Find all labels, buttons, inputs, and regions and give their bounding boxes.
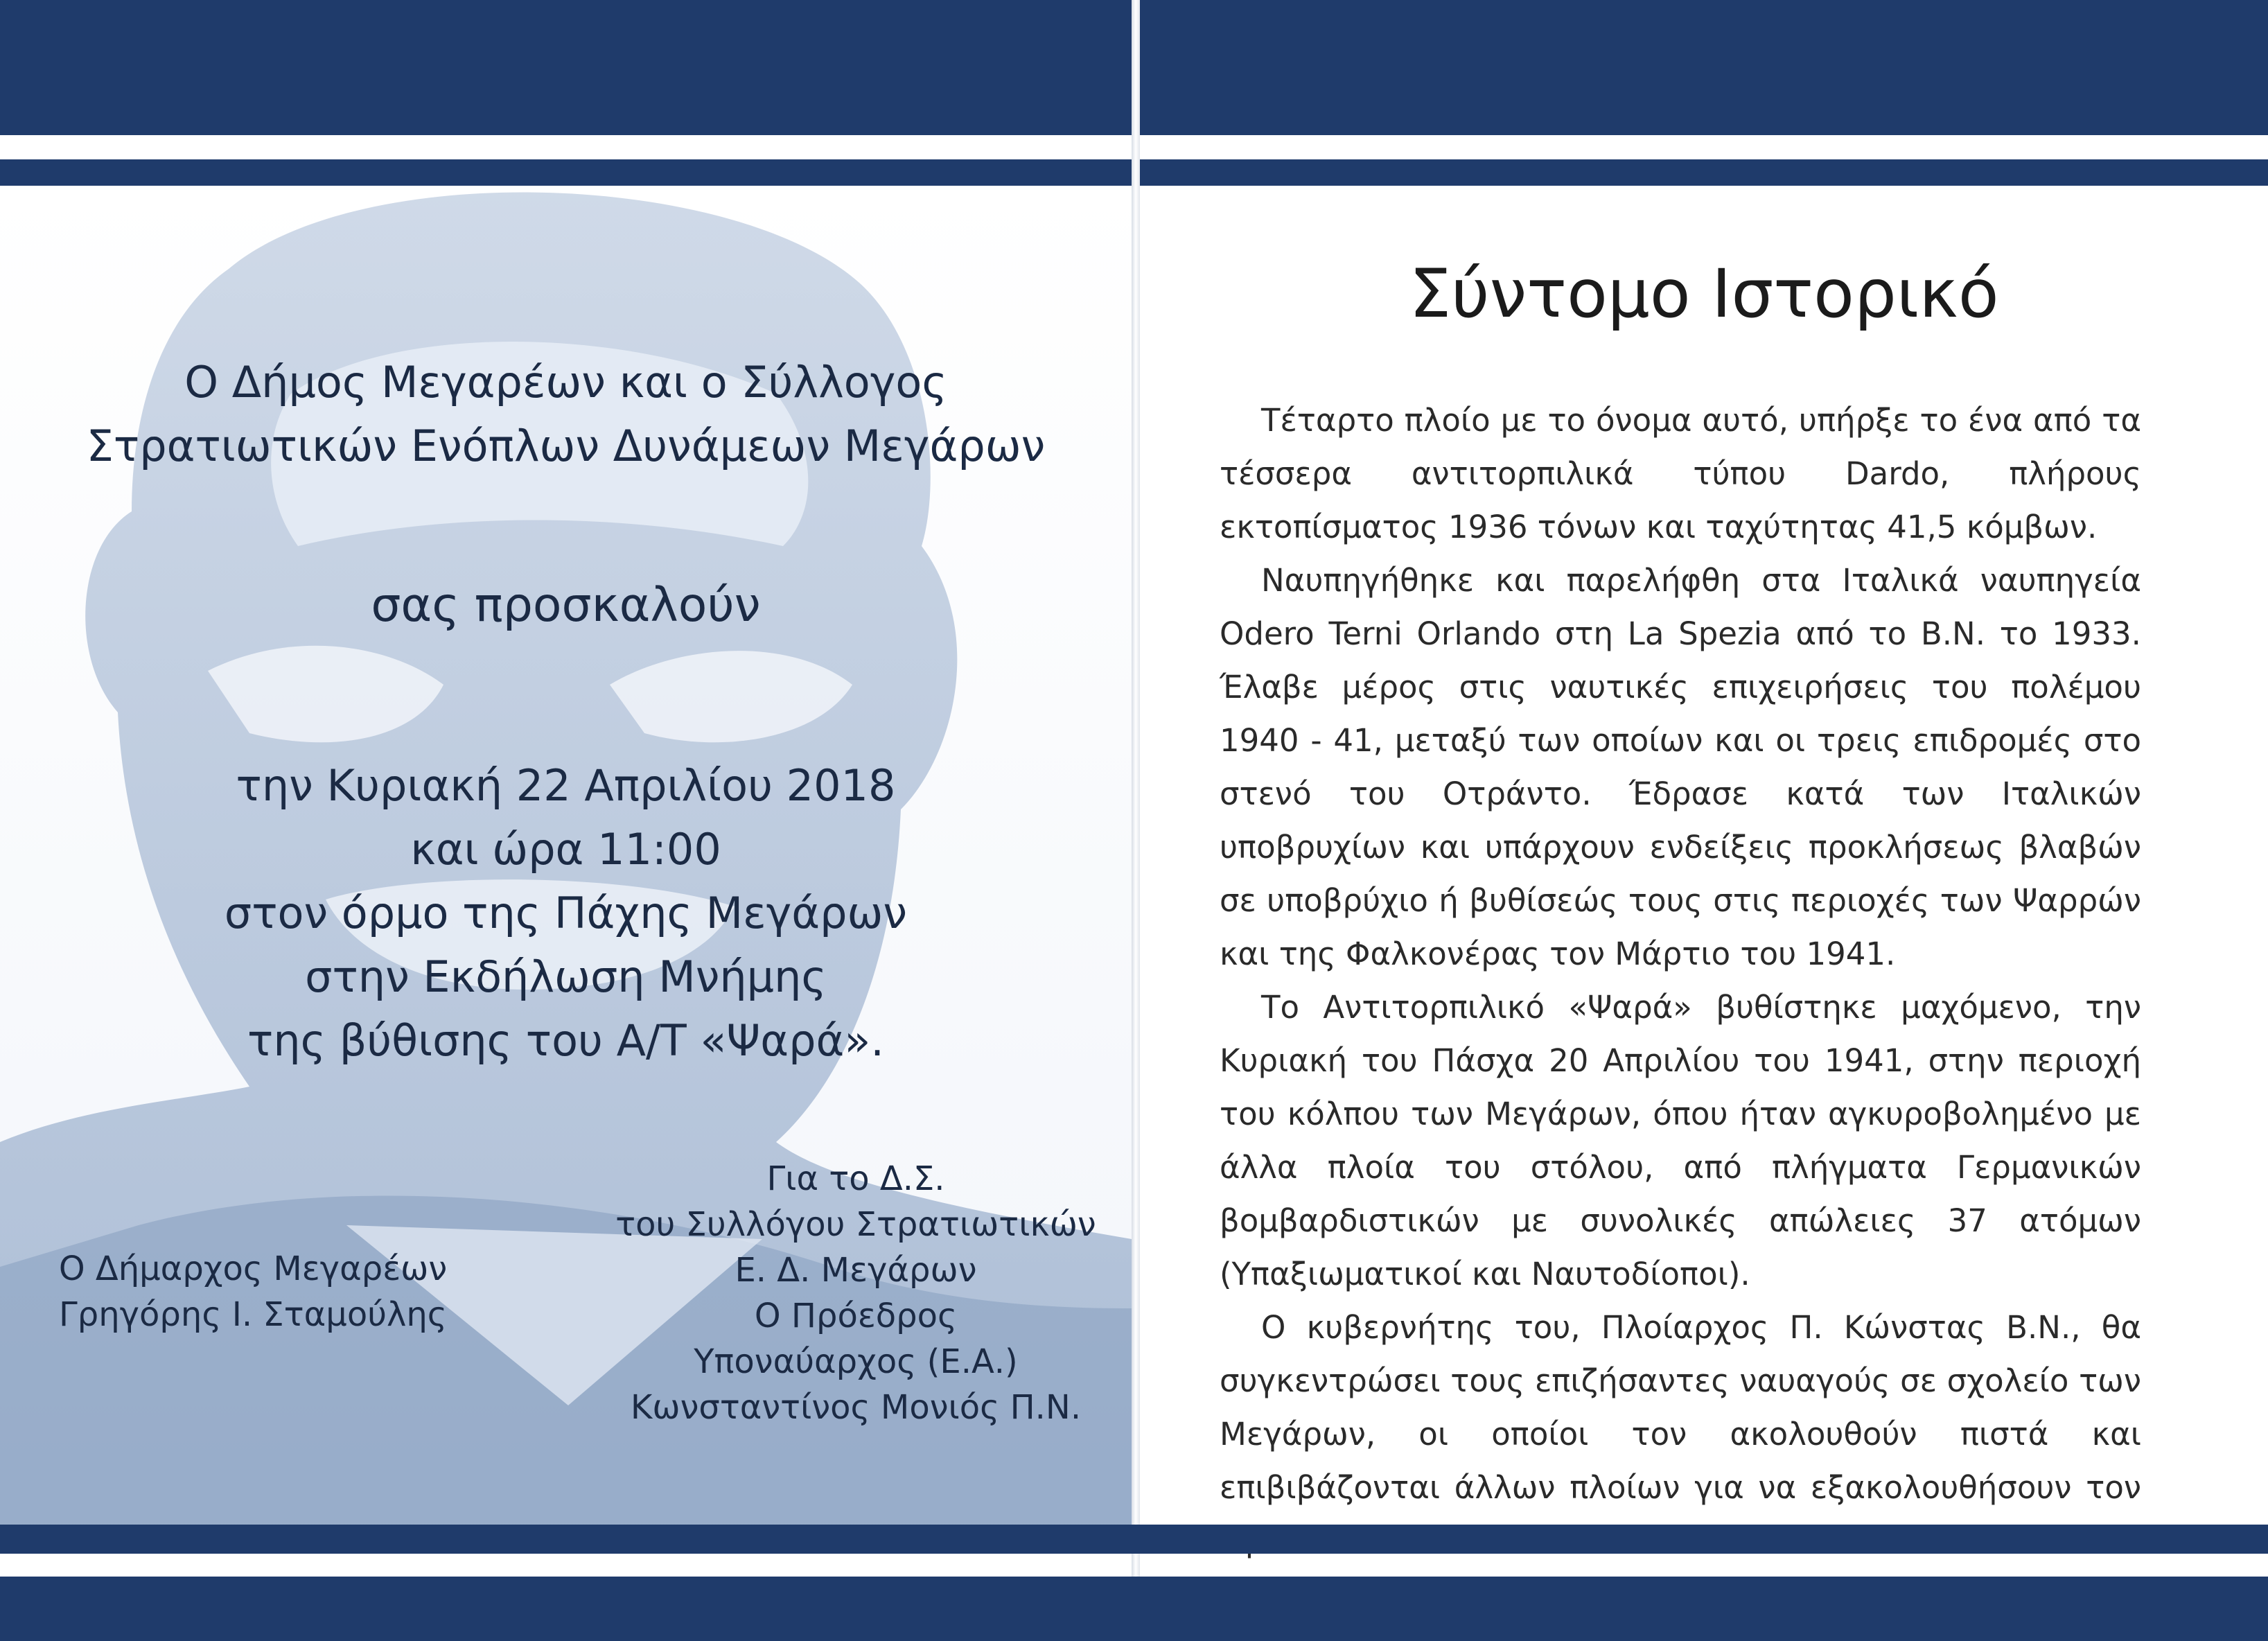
bottom-band-thin bbox=[0, 1525, 2268, 1554]
organizers-block bbox=[0, 351, 1132, 478]
event-name: στην Εκδήλωση Μνήμης bbox=[305, 951, 827, 1002]
history-paragraph-1: Τέταρτο πλοίο με το όνομα αυτό, υπήρξε το ένα από τα τέσσερα αντιτορπιλικά τύπου Dardo, πλήρους εκτοπίσματος 1936 τόνων και ταχύτητας 41,5 κόμβων. bbox=[1220, 402, 2141, 545]
mayor-signature bbox=[28, 1246, 478, 1337]
history-paragraph-4: Ο κυβερνήτης του, Πλοίαρχος Π. Κώνστας Β.Ν., θα συγκεντρώσει τους επιζήσαντες ναυαγούς σε σχολείο των Μεγάρων, οι οποίοι τον ακολουθούν πιστά και επιβιβάζονται άλλων πλοίων για να εξακολουθήσουν τον bbox=[1220, 1309, 2141, 1506]
invitation-panel bbox=[0, 186, 1132, 1525]
event-date: την Κυριακή 22 Απριλίου 2018 bbox=[236, 760, 896, 811]
history-paragraph-3: Το Αντιτορπιλικό «Ψαρά» βυθίστηκε μαχόμενο, την Κυριακή του Πάσχα 20 Απριλίου του 1941, στην περιοχή του κόλπου των Μεγάρων, όπου ήταν αγκυροβολημένο με άλλα πλοία του στόλου, από πλήγματα Γερμανικών βομβαρδιστικών με συνολικές απώλειες 37 ατόμων (Υπαξιωματικοί και Ναυτοδίοποι). bbox=[1220, 989, 2141, 1292]
board-line-2: του Συλλόγου Στρατιωτικών bbox=[615, 1205, 1096, 1244]
board-line-4: Ο Πρόεδρος bbox=[754, 1297, 958, 1335]
event-subject: της βύθισης του Α/Τ «Ψαρά». bbox=[247, 1015, 884, 1066]
event-time: και ώρα 11:00 bbox=[410, 824, 721, 875]
organizers-line-1: Ο Δήμος Μεγαρέων και ο Σύλλογος bbox=[184, 357, 947, 407]
board-line-1: Για το Δ.Σ. bbox=[766, 1159, 945, 1198]
board-line-5: Υποναύαρχος (Ε.Α.) bbox=[694, 1342, 1018, 1381]
board-signature bbox=[547, 1156, 1132, 1430]
history-title: Σύντομο Ιστορικό bbox=[1409, 255, 1999, 333]
history-panel bbox=[1140, 186, 2268, 1525]
history-body bbox=[1220, 394, 2141, 1568]
event-details-block bbox=[0, 754, 1132, 1073]
mayor-title: Ο Δήμαρχος Μεγαρέων bbox=[58, 1249, 448, 1288]
bottom-band-thick bbox=[0, 1577, 2268, 1641]
event-place: στον όρμο της Πάχης Μεγάρων bbox=[224, 888, 908, 938]
page-fold bbox=[1132, 0, 1140, 1641]
board-line-3: Ε. Δ. Μεγάρων bbox=[735, 1251, 977, 1290]
invite-phrase: σας προσκαλούν bbox=[371, 578, 761, 633]
history-paragraph-2: Ναυπηγήθηκε και παρελήφθη στα Ιταλικά ναυπηγεία Odero Terni Orlando στη La Spezia από το Β.Ν. το 1933. Έλαβε μέρος στις ναυτικές επιχειρήσεις του πολέμου 1940 - 41, μεταξύ των οποίων και οι τρεις επιδρομές στο στενό του Οτράντο. Έδρασε κατά των Ιταλικών υποβρυχίων και υπάρχουν ενδείξεις προκλήσεως βλαβών σε υποβρύχιο ή βυθίσεώς τους στις περιοχές των Ψαρρών και της Φαλκονέρας τον Μάρτιο του 1941. bbox=[1220, 562, 2141, 972]
mayor-name: Γρηγόρης Ι. Σταμούλης bbox=[59, 1295, 447, 1334]
organizers-line-2: Στρατιωτικών Ενόπλων Δυνάμεων Μεγάρων bbox=[86, 421, 1046, 471]
board-line-6: Κωνσταντίνος Μονιός Π.Ν. bbox=[630, 1388, 1082, 1427]
